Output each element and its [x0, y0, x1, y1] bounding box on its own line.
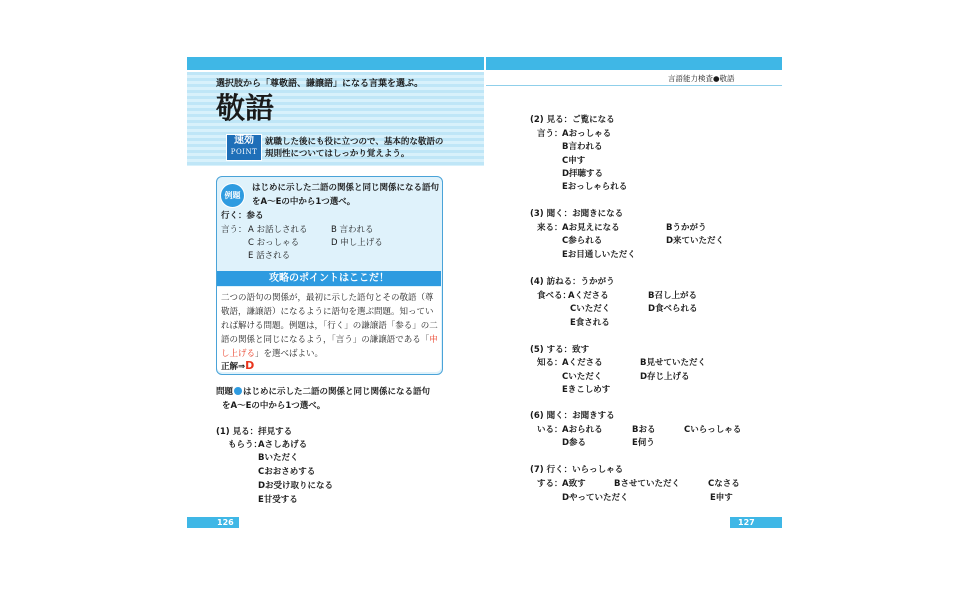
strategy-banner: 攻略のポイントはここだ！ [217, 271, 441, 286]
example-option-c: C おっしゃる [248, 238, 300, 248]
q4-option-c: Cいただく [570, 304, 611, 314]
q3-option-b: Bうかがう [666, 223, 707, 233]
explanation-line-1: 二つの語句の関係が，最初に示した語句とその敬語（尊 [221, 293, 434, 303]
problem-instruction-1 [216, 386, 430, 398]
q2-option-e: Eおっしゃられる [562, 182, 628, 192]
q6-option-b: Bおる [632, 425, 656, 435]
q1-option-a: Aさしあげる [258, 440, 308, 450]
top-bar-left [187, 57, 484, 70]
example-option-a: A お話しされる [248, 225, 308, 235]
example-question-2: をA～Eの中から1つ選べ。 [252, 197, 356, 207]
q3-option-a: Aお見えになる [562, 223, 620, 233]
q5-stem: 知る： [537, 358, 563, 368]
q1-option-d: Dお受け取りになる [258, 481, 334, 491]
section-instruction: 選択肢から「尊敬語、謙譲語」になる言葉を選ぶ。 [216, 79, 424, 89]
q1-title: (1) 見る：拝見する [216, 427, 293, 437]
point-badge [226, 134, 262, 161]
example-question-1: はじめに示した二語の関係と同じ関係になる語句 [252, 183, 440, 193]
q3-option-e: Eお目通しいただく [562, 250, 636, 260]
q6-option-c: Cいらっしゃる [684, 425, 742, 435]
running-head: 言語能力検査●敬語 [668, 74, 735, 83]
point-text-2: 規則性についてはしっかり覚えよう。 [265, 149, 410, 159]
q1-option-e: E甘受する [258, 495, 298, 505]
q2-option-b: B言われる [562, 142, 603, 152]
q2-title: (2) 見る：ご覧になる [530, 115, 615, 125]
example-given-pair: 行く：参る [221, 211, 264, 221]
q5-title: (5) する：致す [530, 345, 590, 355]
answer-value: D [245, 359, 255, 372]
explanation-line-3: れば解ける問題。例題は，「行く」の謙譲語「参る」の二 [221, 321, 438, 331]
page-number-left: 126 [217, 518, 234, 527]
q7-option-c: Cなさる [708, 479, 740, 489]
q4-stem: 食べる： [537, 291, 572, 301]
q5-option-d: D存じ上げる [640, 372, 690, 382]
example-stem: 言う： [221, 225, 247, 235]
explanation-line-4 [221, 334, 438, 346]
q7-title: (7) 行く：いらっしゃる [530, 465, 624, 475]
explanation-highlight-1: 申 [429, 335, 438, 345]
q4-option-d: D食べられる [648, 304, 698, 314]
problem-label: 問題 [216, 387, 234, 397]
point-badge-top: 速効 [234, 135, 254, 146]
example-answer [221, 360, 254, 373]
q2-option-d: D拝聴する [562, 169, 604, 179]
q4-option-e: E食される [570, 318, 610, 328]
q3-title: (3) 聞く：お聞きになる [530, 209, 624, 219]
q5-option-c: Cいただく [562, 372, 603, 382]
explanation-line-4-text: 語の関係と同じになるよう，「言う」の謙譲語である「 [221, 335, 430, 345]
q3-stem: 来る： [537, 223, 563, 233]
q2-stem: 言う： [537, 129, 563, 139]
q6-option-d: D参る [562, 438, 587, 448]
q7-stem: する： [537, 479, 563, 489]
explanation-line-2: 敬語，謙譲語）になるように語句を選ぶ問題。知ってい [221, 307, 434, 317]
running-head-rule [486, 85, 782, 86]
example-badge: 例題 [220, 183, 245, 208]
q5-option-a: Aくださる [562, 358, 603, 368]
answer-label: 正解⇒ [221, 362, 246, 372]
q1-stem: もらう： [228, 440, 263, 450]
q2-option-c: C申す [562, 156, 586, 166]
example-option-b: B 言われる [331, 225, 374, 235]
q5-option-b: B見せていただく [640, 358, 706, 368]
q6-option-e: E伺う [632, 438, 655, 448]
q6-title: (6) 聞く：お聞きする [530, 411, 615, 421]
problem-text-1: はじめに示した二語の関係と同じ関係になる語句 [243, 387, 431, 397]
q5-option-e: Eきこしめす [562, 385, 611, 395]
point-badge-bottom: POINT [230, 148, 258, 156]
explanation-line-5-text: 」を選べばよい。 [255, 349, 324, 359]
q7-option-d: Dやっていただく [562, 493, 629, 503]
example-option-e: E 話される [248, 251, 291, 261]
q7-option-e: E申す [710, 493, 733, 503]
explanation-line-5 [221, 348, 323, 360]
q4-option-a: Aくださる [568, 291, 609, 301]
explanation-highlight-2: し上げる [221, 349, 256, 359]
page-number-right: 127 [738, 518, 755, 527]
q3-option-c: C参られる [562, 236, 603, 246]
q2-option-a: Aおっしゃる [562, 129, 612, 139]
q6-stem: いる： [537, 425, 563, 435]
problem-bullet-icon [234, 387, 242, 395]
q3-option-d: D来ていただく [666, 236, 725, 246]
q6-option-a: Aおられる [562, 425, 603, 435]
top-bar-right [486, 57, 782, 70]
example-option-d: D 申し上げる [331, 238, 383, 248]
problem-instruction-2: をA～Eの中から1つ選べ。 [222, 401, 326, 411]
point-text-1: 就職した後にも役に立つので、基本的な敬語の [265, 137, 444, 147]
q4-option-b: B召し上がる [648, 291, 697, 301]
page-title: 敬語 [216, 91, 275, 125]
q1-option-b: Bいただく [258, 453, 299, 463]
q1-option-c: Cおおさめする [258, 467, 316, 477]
q7-option-a: A致す [562, 479, 586, 489]
q4-title: (4) 訪ねる：うかがう [530, 277, 615, 287]
q7-option-b: Bさせていただく [614, 479, 680, 489]
